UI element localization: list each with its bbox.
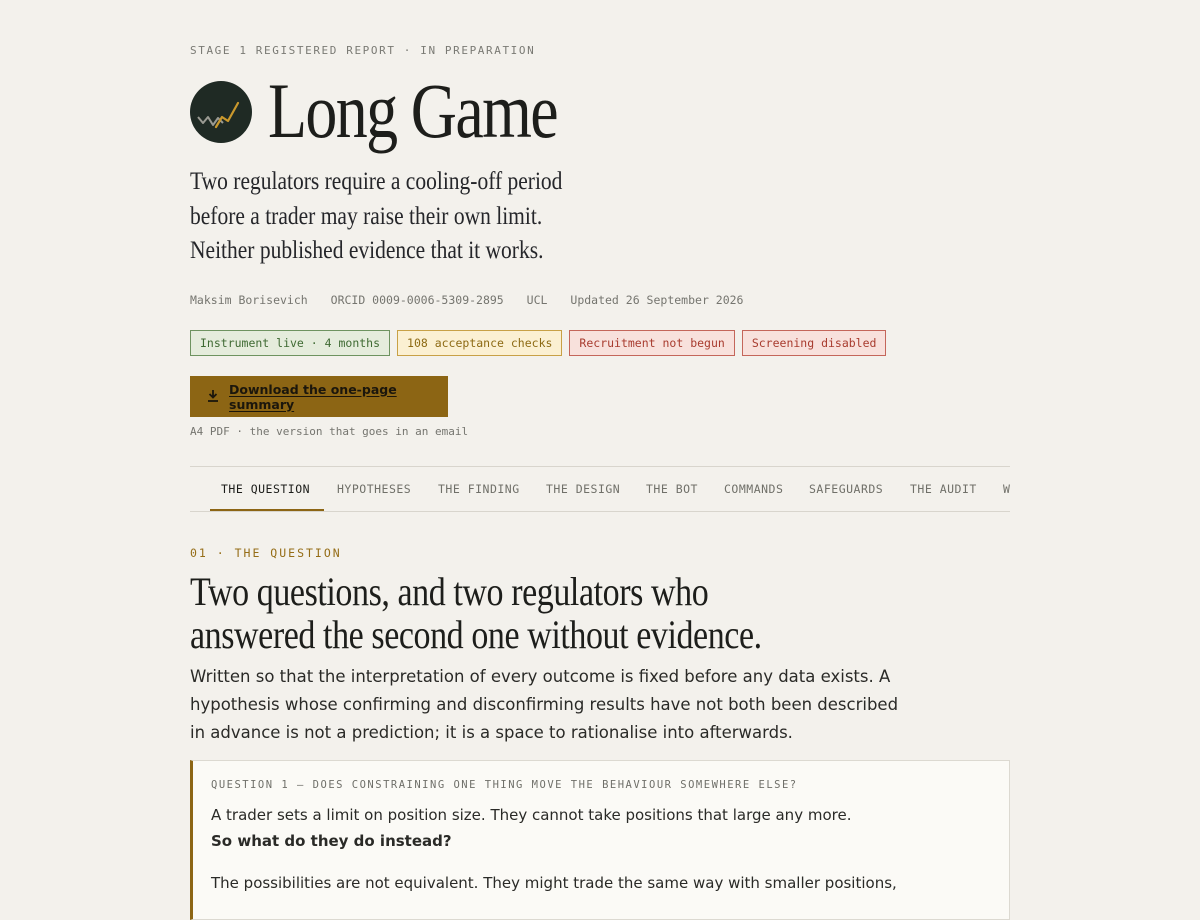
status-badge-recruitment: Recruitment not begun (569, 330, 734, 356)
question-card (190, 760, 1010, 920)
status-badge-instrument: Instrument live · 4 months (190, 330, 390, 356)
question-emphasis: So what do they do instead? (211, 832, 452, 850)
page-title: Long Game (268, 67, 557, 154)
section-title-line: Two questions, and two regulators who (190, 569, 709, 614)
download-summary-button[interactable] (190, 376, 448, 417)
section-title-line: answered the second one without evidence. (190, 612, 762, 657)
download-summary-label: Download the one-page summary (229, 381, 397, 412)
question-eyebrow: QUESTION 1 — DOES CONSTRAINING ONE THING MOVE THE BEHAVIOUR SOMEWHERE ELSE? (211, 779, 798, 791)
tab-truncated[interactable]: W (1003, 481, 1010, 496)
question-text: A trader sets a limit on position size. They cannot take positions that large any more. (211, 806, 852, 824)
section-tabs (190, 466, 1010, 512)
download-note: A4 PDF · the version that goes in an email (190, 425, 469, 438)
tab-the-bot[interactable]: THE BOT (646, 481, 698, 496)
tab-commands[interactable]: COMMANDS (724, 481, 784, 496)
status-badge-screening: Screening disabled (742, 330, 887, 356)
tab-safeguards[interactable]: SAFEGUARDS (809, 481, 884, 496)
status-badges (190, 330, 886, 356)
lede (190, 165, 562, 269)
question-paragraph: The possibilities are not equivalent. They might trade the same way with smaller positions, (211, 874, 897, 892)
author-meta (190, 293, 759, 307)
lede-line: Neither published evidence that it works. (190, 237, 544, 264)
section-eyebrow: 01 · THE QUESTION (190, 546, 342, 560)
section-title (190, 570, 762, 656)
report-status-eyebrow: STAGE 1 REGISTERED REPORT · IN PREPARATION (190, 44, 536, 57)
tab-hypotheses[interactable]: HYPOTHESES (337, 481, 412, 496)
orcid-id: ORCID 0009-0006-5309-2895 (330, 293, 504, 307)
active-tab-indicator (210, 509, 324, 511)
affiliation: UCL (526, 293, 548, 307)
question-paragraph (211, 802, 861, 854)
tab-the-audit[interactable]: THE AUDIT (910, 481, 977, 496)
lede-line: before a trader may raise their own limit. (190, 202, 543, 230)
download-icon (207, 389, 219, 405)
tab-the-question[interactable]: THE QUESTION (221, 481, 311, 496)
lede-line: Two regulators require a cooling-off period (190, 168, 563, 195)
status-badge-acceptance: 108 acceptance checks (397, 330, 562, 356)
author-name: Maksim Borisevich (190, 293, 308, 307)
section-body: Written so that the interpretation of every outcome is fixed before any data exists. A hypothesis whose confirming and disconfirming results have not both been described in advance is not a prediction; it is a space to rationalise into afterwards. (190, 667, 899, 742)
tab-the-design[interactable]: THE DESIGN (546, 481, 621, 496)
rising-line-chart-icon (190, 81, 252, 143)
updated-date: Updated 26 September 2026 (570, 293, 744, 307)
tab-the-finding[interactable]: THE FINDING (438, 481, 520, 496)
